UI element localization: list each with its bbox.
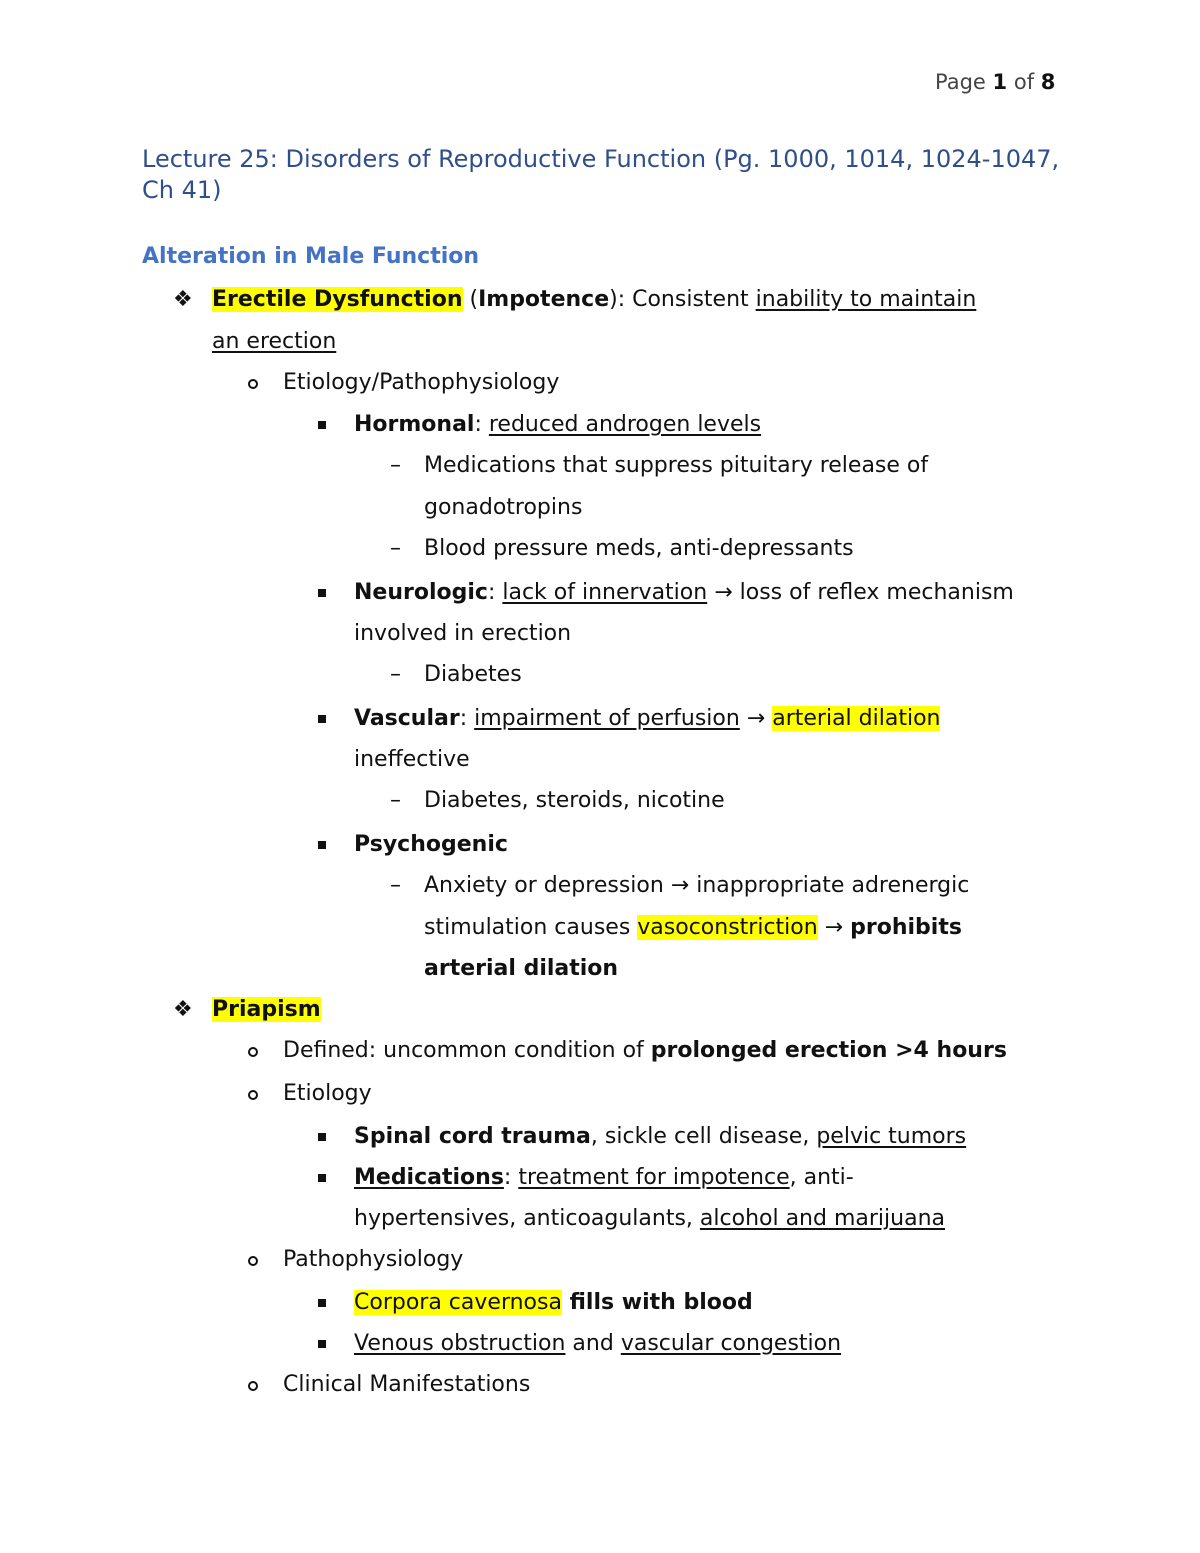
psychogenic-sub-cont: stimulation causes vasoconstriction → prohibits	[424, 915, 962, 940]
square-bullet-icon	[318, 841, 326, 849]
page-number: Page 1 of 8	[935, 70, 1056, 94]
diamond-bullet-icon: ❖	[173, 997, 193, 1022]
square-bullet-icon	[318, 421, 326, 429]
dash-bullet-icon: –	[390, 873, 401, 898]
neurologic-sub: Diabetes	[424, 662, 522, 687]
ed-heading: Erectile Dysfunction (Impotence): Consistent inability to maintain	[212, 287, 977, 312]
hormonal-sub1: Medications that suppress pituitary release of	[424, 453, 929, 478]
circle-bullet-icon	[248, 1090, 258, 1100]
priapism-patho: Pathophysiology	[283, 1247, 464, 1272]
square-bullet-icon	[318, 715, 326, 723]
dash-bullet-icon: –	[390, 788, 401, 813]
vascular-sub: Diabetes, steroids, nicotine	[424, 788, 725, 813]
diamond-bullet-icon: ❖	[173, 287, 193, 312]
circle-bullet-icon	[248, 379, 258, 389]
dash-bullet-icon: –	[390, 453, 401, 478]
hormonal-sub2: Blood pressure meds, anti-depressants	[424, 536, 854, 561]
square-bullet-icon	[318, 1340, 326, 1348]
circle-bullet-icon	[248, 1256, 258, 1266]
vascular-item: Vascular: impairment of perfusion → arterial dilation	[354, 706, 941, 731]
square-bullet-icon	[318, 1174, 326, 1182]
square-bullet-icon	[318, 589, 326, 597]
vascular-item-cont: ineffective	[354, 747, 470, 772]
medications-item-cont: hypertensives, anticoagulants, alcohol and marijuana	[354, 1206, 945, 1231]
neurologic-item-cont: involved in erection	[354, 621, 572, 646]
hormonal-item: Hormonal: reduced androgen levels	[354, 412, 762, 437]
ed-etiology: Etiology/Pathophysiology	[283, 370, 560, 395]
square-bullet-icon	[318, 1133, 326, 1141]
priapism-etiology: Etiology	[283, 1081, 372, 1106]
circle-bullet-icon	[248, 1047, 258, 1057]
priapism-defined: Defined: uncommon condition of prolonged erection >4 hours	[283, 1038, 1007, 1063]
psychogenic-item: Psychogenic	[354, 832, 508, 857]
psychogenic-sub-cont2: arterial dilation	[424, 956, 619, 981]
psychogenic-sub: Anxiety or depression → inappropriate adrenergic	[424, 873, 970, 898]
corpora-item: Corpora cavernosa fills with blood	[354, 1290, 753, 1315]
dash-bullet-icon: –	[390, 662, 401, 687]
hormonal-sub1-cont: gonadotropins	[424, 495, 583, 520]
venous-item: Venous obstruction and vascular congestion	[354, 1331, 842, 1356]
circle-bullet-icon	[248, 1381, 258, 1391]
page-title: Lecture 25: Disorders of Reproductive Function (Pg. 1000, 1014, 1024-1047, Ch 41)	[142, 145, 1060, 204]
dash-bullet-icon: –	[390, 536, 401, 561]
spinal-item: Spinal cord trauma, sickle cell disease, pelvic tumors	[354, 1124, 967, 1149]
priapism-clinical: Clinical Manifestations	[283, 1372, 531, 1397]
medications-item: Medications: treatment for impotence, anti-	[354, 1165, 854, 1190]
ed-definition-cont: an erection	[212, 329, 337, 354]
section-heading: Alteration in Male Function	[142, 244, 480, 269]
priapism-heading: Priapism	[212, 997, 321, 1022]
neurologic-item: Neurologic: lack of innervation → loss of reflex mechanism	[354, 580, 1014, 605]
square-bullet-icon	[318, 1299, 326, 1307]
